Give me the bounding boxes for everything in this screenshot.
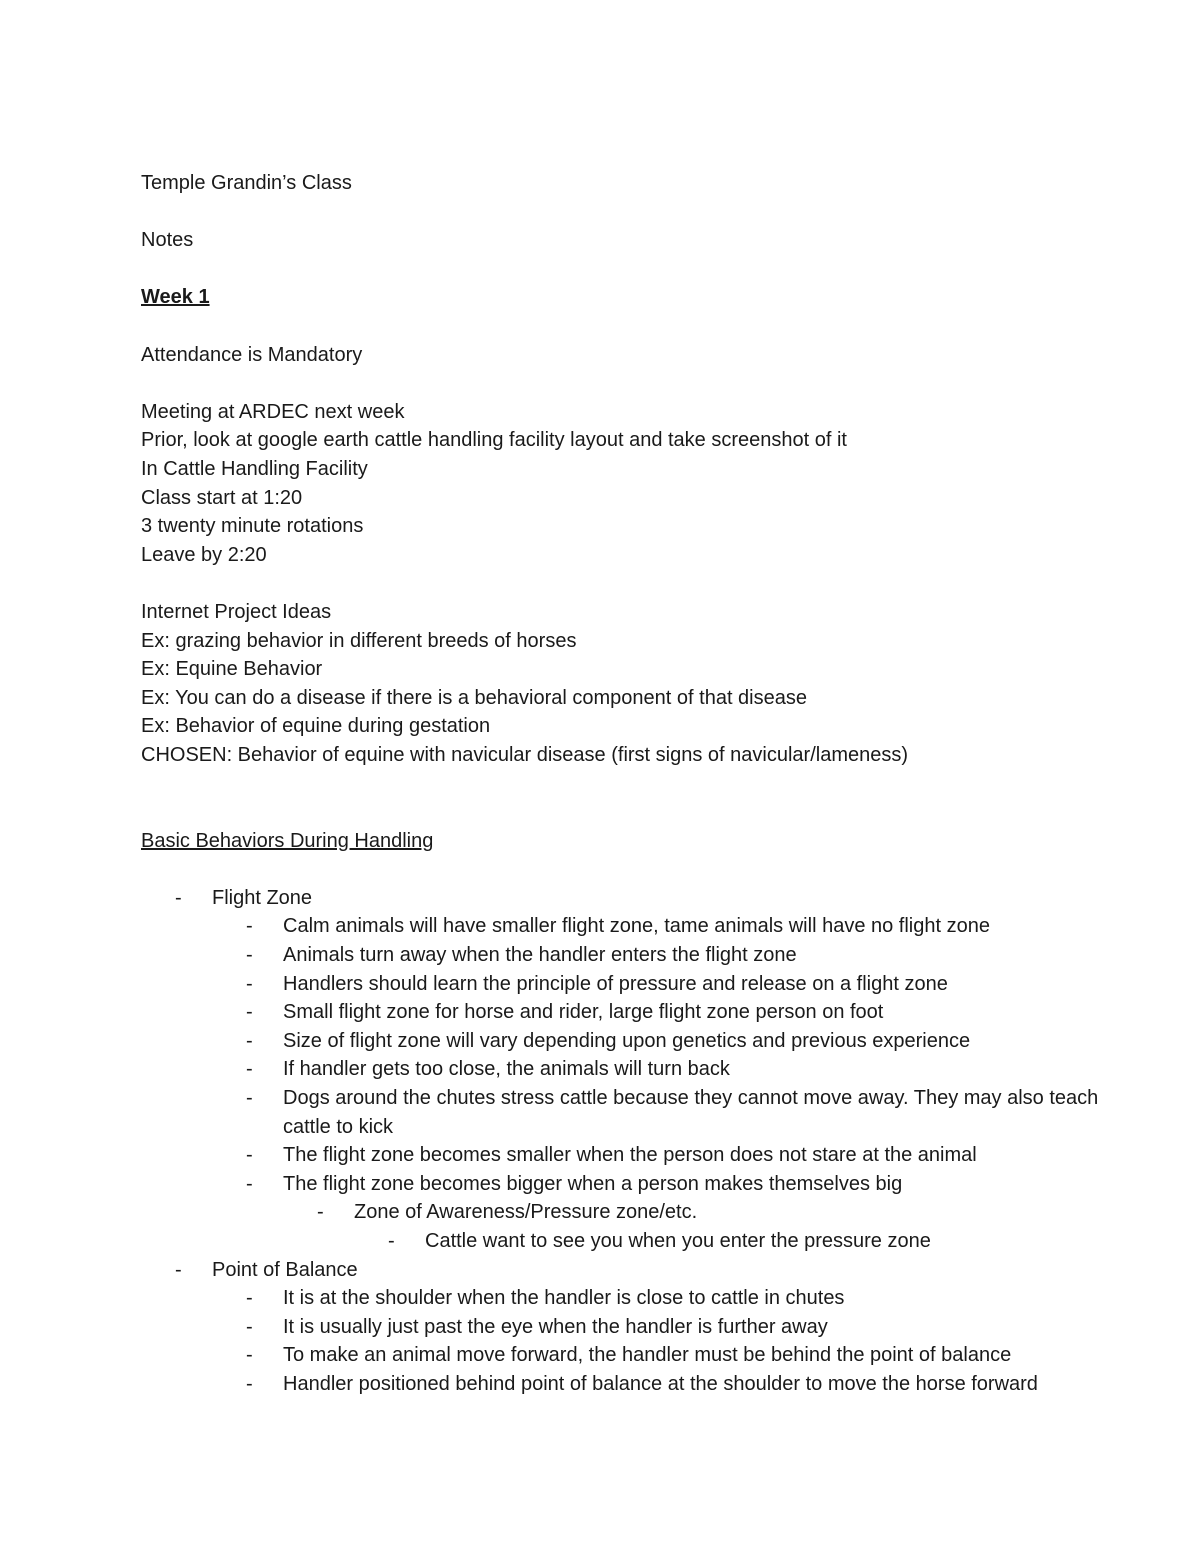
meeting-line: In Cattle Handling Facility <box>141 457 368 480</box>
point-of-balance-label: Point of Balance <box>212 1258 358 1281</box>
week-heading: Week 1 <box>141 286 210 309</box>
list-item <box>212 912 1141 941</box>
meeting-line: Prior, look at google earth cattle handling facility layout and take screenshot of it <box>141 429 847 452</box>
bullet-dash: - <box>246 972 253 995</box>
document-title: Temple Grandin’s Class <box>141 172 352 194</box>
behaviors-list <box>141 884 1141 1399</box>
flight-zone-item: Size of flight zone will vary depending upon genetics and previous experience <box>283 1029 971 1052</box>
flight-zone-item: Dogs around the chutes stress cattle because they cannot move away. They may also teach cattle to kick <box>283 1087 1099 1138</box>
point-of-balance-item: It is at the shoulder when the handler is close to cattle in chutes <box>283 1287 845 1310</box>
list-item <box>141 1256 1141 1399</box>
flight-zone-item: The flight zone becomes bigger when a person makes themselves big <box>283 1172 903 1195</box>
bullet-dash: - <box>246 1344 253 1367</box>
bullet-dash: - <box>246 1287 253 1310</box>
bullet-dash: - <box>388 1229 395 1252</box>
list-item <box>212 1284 1141 1313</box>
list-item <box>212 1027 1141 1056</box>
spacer <box>141 198 1141 227</box>
project-ideas-block <box>141 598 1141 770</box>
bullet-dash: - <box>246 1087 253 1109</box>
project-line: CHOSEN: Behavior of equine with navicular disease (first signs of navicular/lameness) <box>141 743 909 766</box>
flight-zone-item: Small flight zone for horse and rider, large flight zone person on foot <box>283 1001 884 1024</box>
meeting-line: Class start at 1:20 <box>141 486 303 509</box>
list-item <box>212 1313 1141 1342</box>
list-item <box>283 1198 1141 1255</box>
list-item <box>212 1170 1141 1256</box>
section-heading: Basic Behaviors During Handling <box>141 829 434 852</box>
spacer <box>141 255 1141 284</box>
point-of-balance-list <box>212 1284 1141 1398</box>
flight-zone-item: If handler gets too close, the animals will turn back <box>283 1058 730 1081</box>
list-item <box>212 1370 1141 1399</box>
meeting-block <box>141 398 1141 570</box>
list-item <box>212 941 1141 970</box>
meeting-line: 3 twenty minute rotations <box>141 515 364 538</box>
bullet-dash: - <box>246 944 253 967</box>
project-line: Internet Project Ideas <box>141 600 332 623</box>
list-item <box>212 1055 1141 1084</box>
attendance-note: Attendance is Mandatory <box>141 343 363 366</box>
list-item <box>212 1084 1141 1141</box>
awareness-sub-list <box>354 1227 1141 1256</box>
flight-zone-item: The flight zone becomes smaller when the person does not stare at the animal <box>283 1144 977 1167</box>
spacer <box>141 312 1141 341</box>
meeting-line: Meeting at ARDEC next week <box>141 400 405 423</box>
bullet-dash: - <box>246 1315 253 1338</box>
project-line: Ex: Behavior of equine during gestation <box>141 715 491 738</box>
point-of-balance-item: Handler positioned behind point of balance at the shoulder to move the horse forward <box>283 1372 1038 1395</box>
list-item <box>141 884 1141 1256</box>
spacer <box>141 855 1141 884</box>
flight-zone-item: Animals turn away when the handler enters the flight zone <box>283 944 797 967</box>
bullet-dash: - <box>246 1058 253 1081</box>
document-page <box>141 169 1141 1399</box>
project-line: Ex: Equine Behavior <box>141 658 323 681</box>
spacer <box>141 769 1141 826</box>
bullet-dash: - <box>175 1258 182 1281</box>
point-of-balance-item: It is usually just past the eye when the handler is further away <box>283 1315 828 1338</box>
flight-zone-label: Flight Zone <box>212 886 313 909</box>
flight-zone-list <box>212 912 1141 1255</box>
bullet-dash: - <box>246 1372 253 1395</box>
meeting-line: Leave by 2:20 <box>141 543 267 566</box>
awareness-zone-item: Cattle want to see you when you enter the pressure zone <box>425 1229 931 1252</box>
awareness-list <box>283 1198 1141 1255</box>
point-of-balance-item: To make an animal move forward, the handler must be behind the point of balance <box>283 1344 1012 1367</box>
spacer <box>141 569 1141 598</box>
bullet-dash: - <box>246 915 253 938</box>
bullet-dash: - <box>175 886 182 909</box>
list-item <box>212 970 1141 999</box>
bullet-dash: - <box>246 1001 253 1024</box>
spacer <box>141 369 1141 398</box>
bullet-dash: - <box>317 1201 324 1224</box>
bullet-dash: - <box>246 1172 253 1195</box>
bullet-dash: - <box>246 1144 253 1167</box>
flight-zone-item: Handlers should learn the principle of pressure and release on a flight zone <box>283 972 948 995</box>
bullet-dash: - <box>246 1029 253 1052</box>
list-item <box>212 1341 1141 1370</box>
awareness-zone-label: Zone of Awareness/Pressure zone/etc. <box>354 1201 698 1224</box>
list-item <box>354 1227 1141 1256</box>
flight-zone-item: Calm animals will have smaller flight zone, tame animals will have no flight zone <box>283 915 990 938</box>
list-item <box>212 998 1141 1027</box>
document-subtitle: Notes <box>141 229 194 252</box>
list-item <box>212 1141 1141 1170</box>
project-line: Ex: You can do a disease if there is a behavioral component of that disease <box>141 686 807 709</box>
project-line: Ex: grazing behavior in different breeds of horses <box>141 629 577 652</box>
